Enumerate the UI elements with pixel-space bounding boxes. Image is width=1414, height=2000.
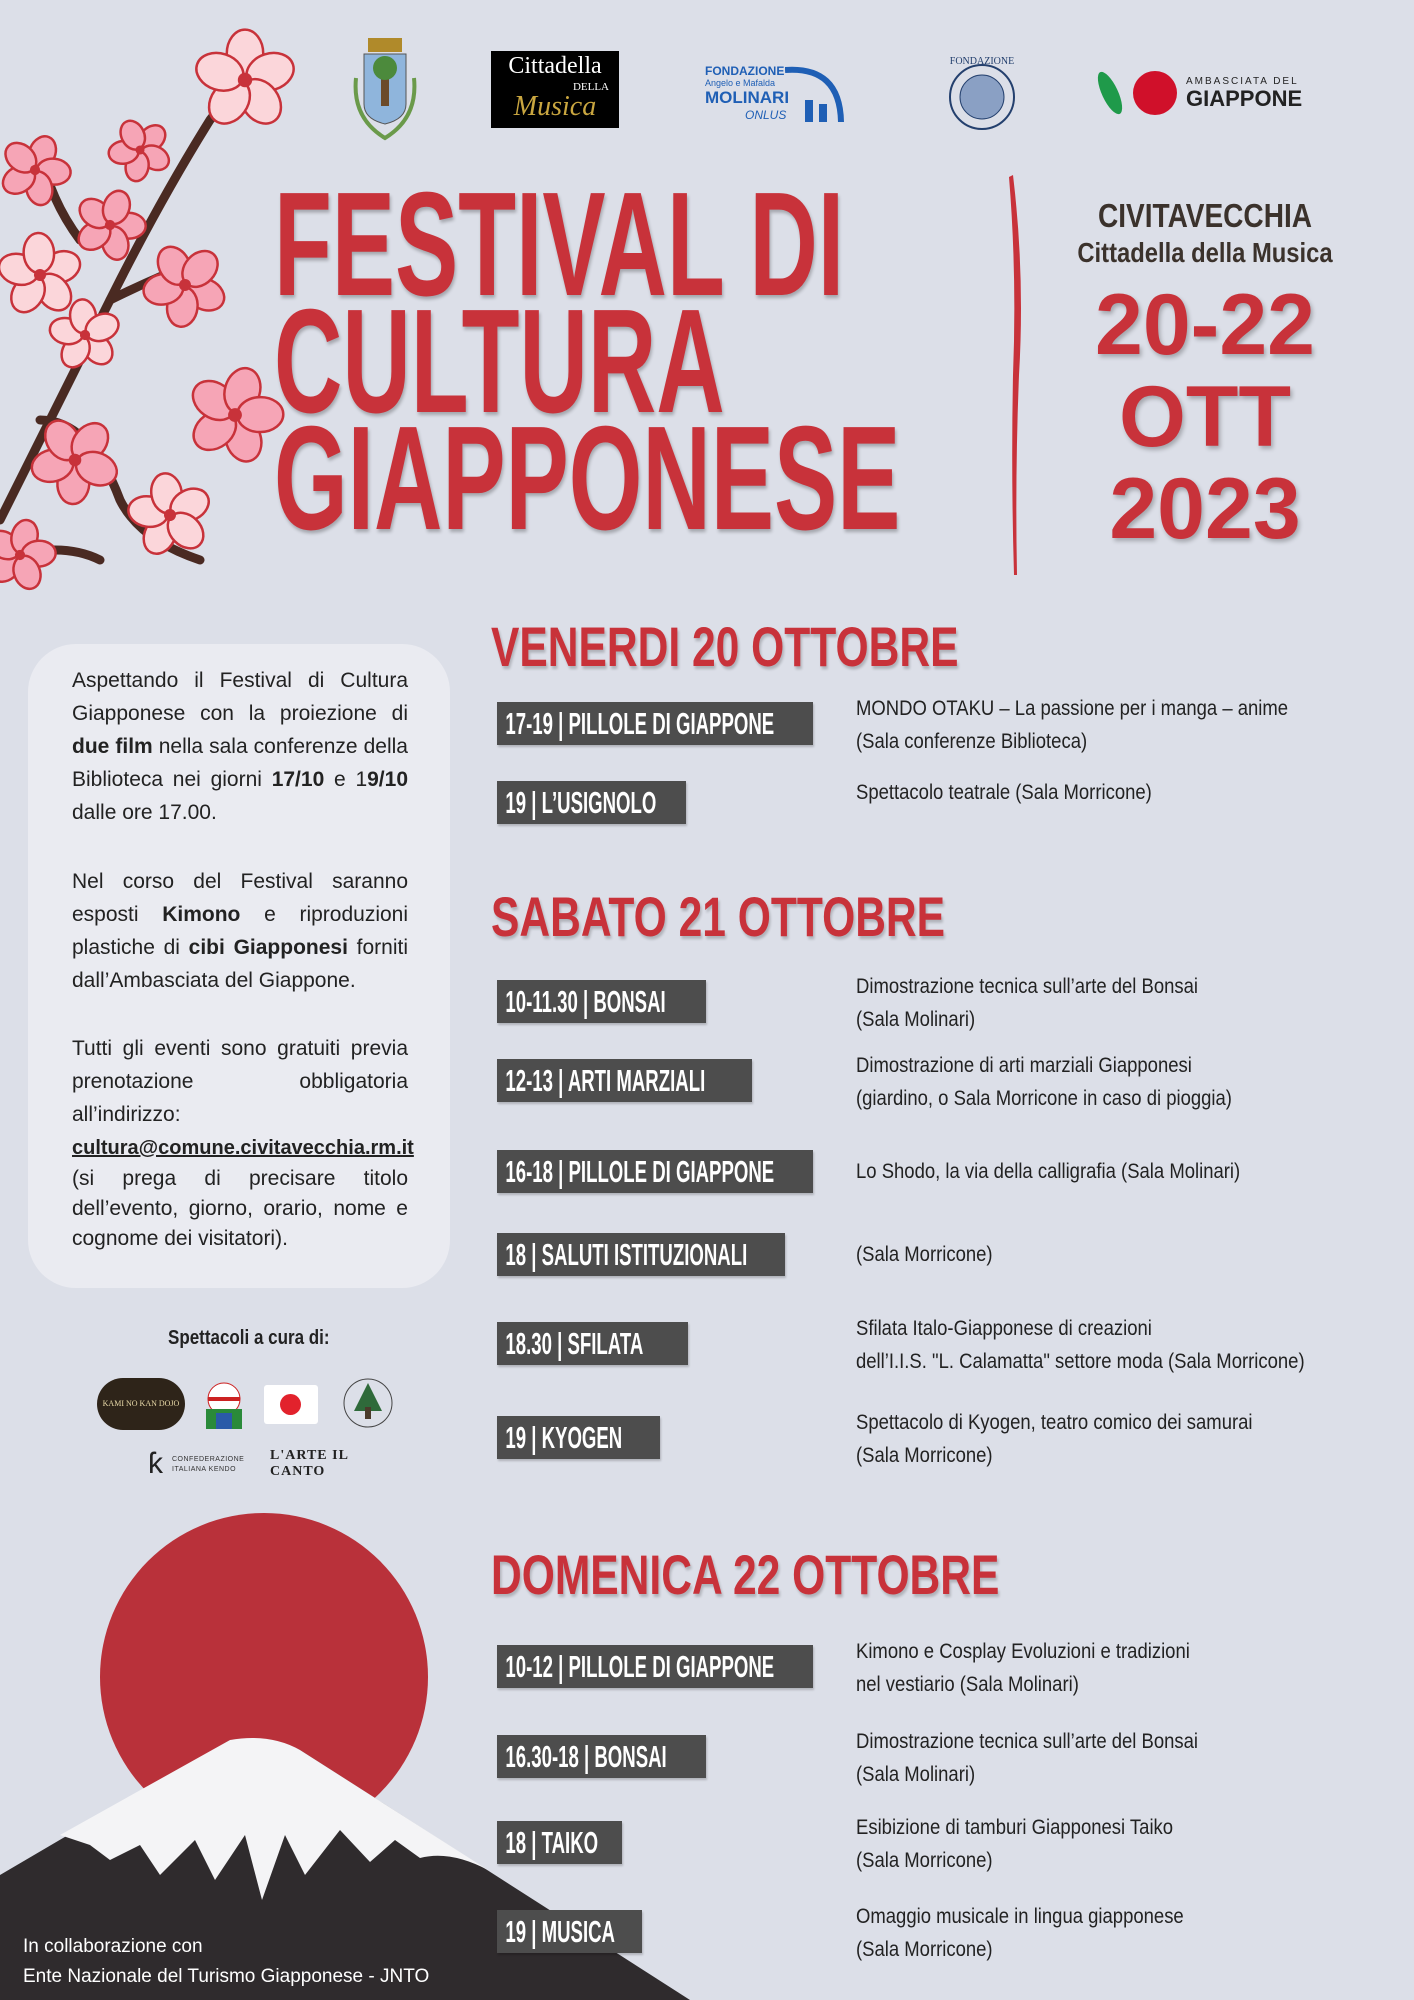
cittadella-della-musica-logo (491, 51, 619, 128)
event-description-line: (Sala Morricone) (856, 1938, 993, 1961)
event-label-text: 16.30-18 | BONSAI (505, 1739, 667, 1774)
paragraph-text: dalle ore 17.00. (72, 801, 217, 824)
event-label-text: 17-19 | PILLOLE DI GIAPPONE (505, 706, 775, 741)
sponsor-logo-bonsai-kai (342, 1377, 394, 1429)
blossom-flower (111, 456, 229, 572)
info-paragraph-kimono (72, 865, 408, 997)
event-time-label (497, 1416, 660, 1459)
japan-flag-icon (264, 1385, 318, 1424)
paragraph-text: forniti dall’Ambasciata del Giappone. (72, 936, 408, 992)
sponsor-logo-kendo: ƙ CONFEDERAZIONE ITALIANA KENDO (148, 1447, 245, 1480)
event-label-text: 18 | TAIKO (505, 1825, 599, 1860)
event-description-line: (Sala conferenze Biblioteca) (856, 730, 1088, 753)
civitavecchia-coat-of-arms-logo (350, 38, 420, 143)
event-description (856, 692, 1347, 758)
sponsor-logo-kami-no-kan-dojo: KAMI NO KAN DOJO (97, 1378, 185, 1430)
event-description (856, 1238, 1011, 1271)
event-time-label (497, 1322, 688, 1365)
event-description (856, 1049, 1283, 1115)
event-description-line: MONDO OTAKU – La passione per i manga – anime (856, 697, 1289, 720)
booking-text: Tutti gli eventi sono gratuiti previa prenotazione obbligatoria all’indirizzo: (72, 1037, 408, 1126)
brush-divider (1005, 175, 1029, 580)
event-time-label (497, 1059, 752, 1102)
event-description-line: Sfilata Italo-Giapponese di creazioni (856, 1317, 1152, 1340)
event-description-line: (Sala Molinari) (856, 1008, 976, 1031)
event-description (856, 1900, 1228, 1966)
event-time-label (497, 781, 686, 824)
sponsors-heading: Spettacoli a cura di: (168, 1327, 330, 1349)
logo-text: ONLUS (745, 108, 787, 122)
year: 2023 (1109, 461, 1301, 557)
info-paragraph-booking (72, 1032, 414, 1254)
event-time-label (497, 980, 706, 1023)
event-description (856, 1725, 1245, 1791)
day-heading (491, 1542, 1160, 1607)
event-description (856, 1635, 1235, 1701)
event-label-text: 18.30 | SFILATA (505, 1326, 644, 1361)
logo-text: Musica (513, 91, 597, 122)
event-description-line: dell’I.I.S. "L. Calamatta" settore moda (Sala Morricone) (856, 1350, 1305, 1373)
event-description-line: Spettacolo teatrale (Sala Morricone) (856, 781, 1152, 804)
title-line: GIAPPONESE (274, 396, 901, 561)
logo-text: FONDAZIONE (705, 64, 785, 78)
event-label-text: 10-11.30 | BONSAI (505, 984, 666, 1019)
paragraph-text: Aspettando il Festival di Cultura Giapponese con la proiezione di (72, 669, 408, 725)
title-line: CULTURA (274, 279, 725, 444)
event-time-label (497, 1735, 706, 1778)
paragraph-text: nella sala conferenze della Biblioteca nei giorni (72, 735, 408, 791)
event-description-line: (Sala Morricone) (856, 1849, 993, 1872)
event-label-text: 18 | SALUTI ISTITUZIONALI (505, 1237, 748, 1272)
city: CIVITAVECCHIA (1097, 197, 1313, 234)
event-description-line: (giardino, o Sala Morricone in caso di pioggia) (856, 1087, 1232, 1110)
event-label-text: 16-18 | PILLOLE DI GIAPPONE (505, 1154, 775, 1189)
blossom-flowers (0, 30, 299, 607)
logo-text: DELLA (572, 81, 609, 93)
event-description-line: nel vestiario (Sala Molinari) (856, 1673, 1079, 1696)
booking-note: (si prega di precisare titolo dell’evento, giorno, orario, nome e cognome dei visitatori). (72, 1167, 408, 1250)
event-description-line: Kimono e Cosplay Evoluzioni e tradizioni (856, 1640, 1190, 1663)
venue: Cittadella della Musica (1077, 237, 1333, 268)
day-heading (491, 884, 1088, 949)
event-description-line: (Sala Molinari) (856, 1763, 976, 1786)
event-label-text: 19 | L’USIGNOLO (505, 785, 657, 820)
logo-text: Cittadella (508, 53, 602, 79)
fondazione-molinari-logo (705, 64, 845, 124)
event-description (856, 970, 1245, 1036)
event-description-line: Dimostrazione di arti marziali Giapponesi (856, 1054, 1192, 1077)
paragraph-text: Nel corso del Festival saranno esposti (72, 870, 408, 926)
footer-line: Ente Nazionale del Turismo Giapponese - JNTO (23, 1966, 430, 1987)
event-description-line: Dimostrazione tecnica sull’arte del Bonsai (856, 1730, 1199, 1753)
footer-credits (23, 1932, 429, 1992)
event-description (856, 1155, 1293, 1188)
event-location-date (1040, 196, 1370, 557)
event-label-text: 12-13 | ARTI MARZIALI (505, 1063, 706, 1098)
event-description-line: Spettacolo di Kyogen, teatro comico dei samurai (856, 1411, 1253, 1434)
sponsor-logo-mascot (200, 1375, 248, 1433)
blossom-flower (127, 226, 242, 343)
fondazione-cassa-di-risparmio-seal-logo (937, 52, 1027, 137)
title-line: FESTIVAL DI (274, 162, 845, 327)
event-time-label (497, 702, 813, 745)
event-description (856, 1811, 1216, 1877)
event-label-text: 19 | MUSICA (505, 1914, 615, 1949)
date-range: 20-22 (1095, 277, 1315, 373)
logo-text: GIAPPONE (1186, 86, 1303, 111)
event-label-text: 19 | KYOGEN (505, 1420, 623, 1455)
day-heading-text: VENERDI 20 OTTOBRE (491, 615, 959, 678)
logo-text: Angelo e Mafalda (705, 78, 776, 88)
info-paragraph-films (72, 664, 408, 829)
event-description-line: (Sala Morricone) (856, 1243, 993, 1266)
event-time-label (497, 1150, 813, 1193)
logo-text: CONFEDERAZIONE ITALIANA KENDO (172, 1456, 245, 1473)
event-time-label (497, 1821, 622, 1864)
blossom-flower (0, 502, 72, 607)
event-description (856, 1312, 1366, 1378)
day-heading-text: DOMENICA 22 OTTOBRE (491, 1543, 1000, 1606)
month: OTT (1119, 369, 1291, 465)
sponsor-logo-arte-canto: L'ARTE IL CANTO (270, 1448, 349, 1479)
highlight-text: 17/10 (271, 768, 325, 791)
event-description (856, 1406, 1307, 1472)
event-label-text: 10-12 | PILLOLE DI GIAPPONE (505, 1649, 775, 1684)
event-description-line: Esibizione di tamburi Giapponesi Taiko (856, 1816, 1174, 1839)
logo-text: FONDAZIONE (949, 56, 1015, 67)
event-description-line: Dimostrazione tecnica sull’arte del Bonsai (856, 975, 1199, 998)
highlight-text: due film (72, 735, 153, 758)
event-time-label (497, 1645, 813, 1688)
highlight-text: cibi Giapponesi (188, 936, 348, 959)
logo-text: AMBASCIATA DEL (1186, 76, 1299, 87)
paragraph-text: e riproduzioni plastiche di (72, 903, 409, 959)
day-heading-text: SABATO 21 OTTOBRE (491, 885, 946, 948)
event-time-label (497, 1910, 642, 1953)
event-time-label (497, 1233, 785, 1276)
blossom-flower (0, 122, 84, 218)
event-description-line: Omaggio musicale in lingua giapponese (856, 1905, 1184, 1928)
day-heading (491, 614, 1106, 679)
event-description (856, 776, 1192, 809)
event-description-line: Lo Shodo, la via della calligrafia (Sala Molinari) (856, 1160, 1241, 1183)
email-link[interactable]: cultura@comune.civitavecchia.rm.it (72, 1137, 414, 1159)
footer-line: In collaborazione con (23, 1936, 203, 1957)
ambasciata-giappone-logo (1100, 68, 1320, 118)
logo-text: MOLINARI (705, 88, 790, 107)
paragraph-text: e 1 (324, 768, 368, 791)
info-panel (28, 644, 450, 1288)
highlight-text: Kimono (162, 903, 241, 926)
highlight-text: 9/10 (367, 768, 408, 791)
event-description-line: (Sala Morricone) (856, 1444, 993, 1467)
